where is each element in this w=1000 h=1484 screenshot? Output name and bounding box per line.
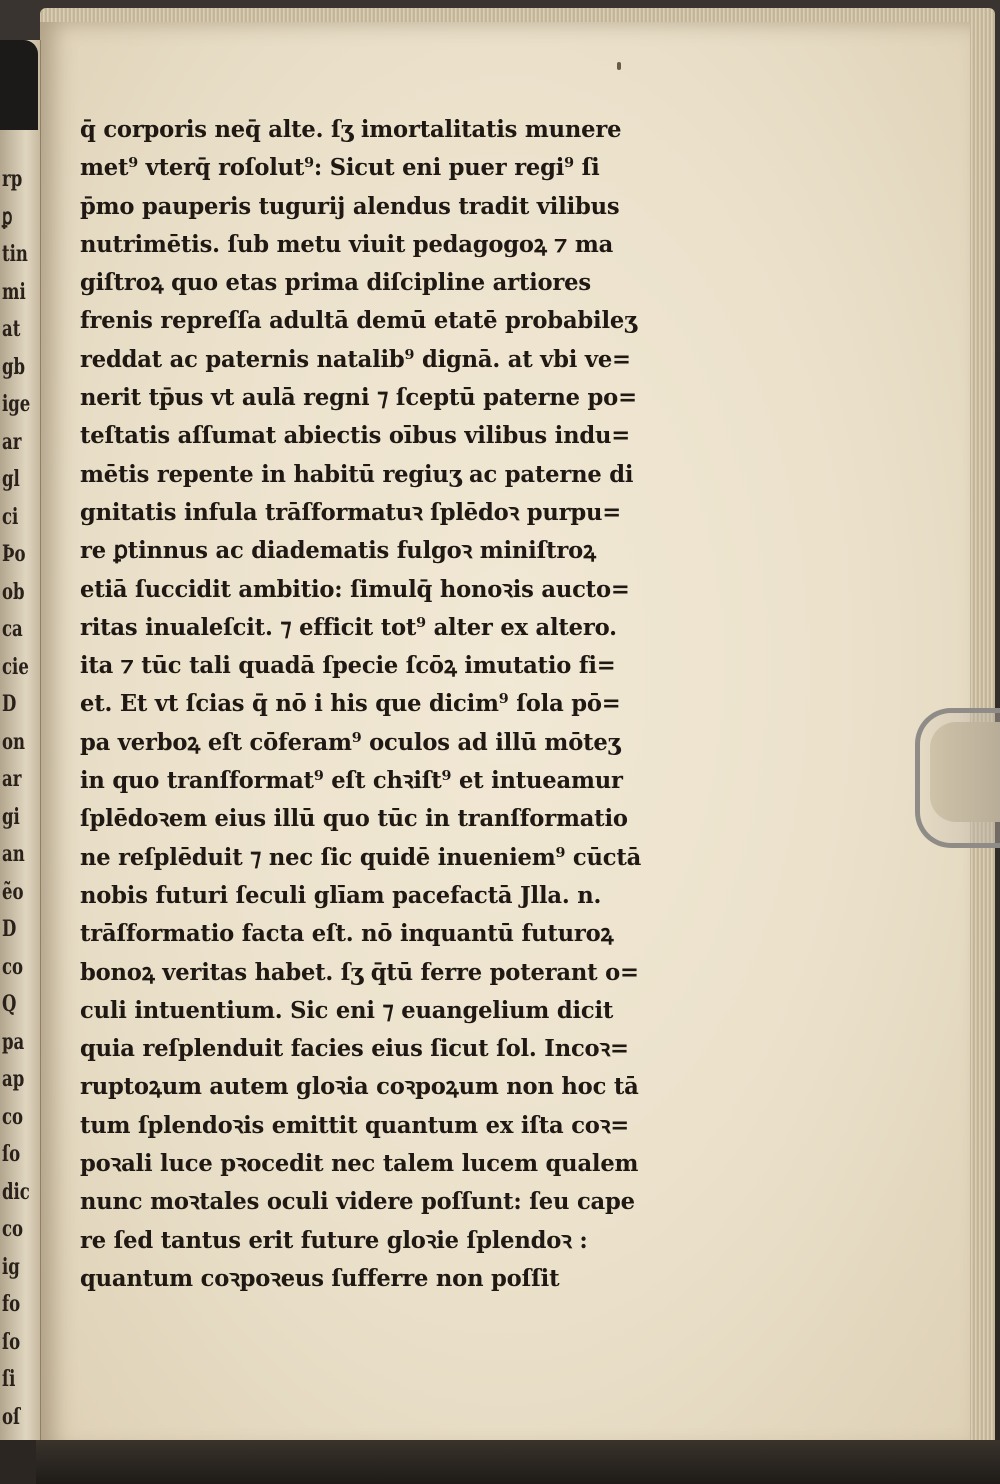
binding-strip: [0, 40, 38, 130]
text-line: etiā ſuccidit ambitio: ſimulq̄ honoꝛis aucto=: [80, 574, 630, 603]
verso-fragment: ſo: [2, 1141, 21, 1167]
text-line: giſtroꝝ quo etas prima diſcipline artiores: [80, 268, 591, 297]
text-line: bonoꝝ veritas habet. ſʒ q̄tū ferre poterant o=: [80, 957, 639, 986]
text-line: q̄ corporis neq̄ alte. ſʒ imortalitatis munere: [80, 115, 622, 143]
verso-fragment: dic: [2, 1178, 30, 1205]
text-line: nobis futuri ſeculi glīam pacefactā Jlla. n.: [80, 880, 602, 909]
text-line: ita ⁊ tūc tali quadā ſpecie ſcōꝝ imutatio fi=: [80, 651, 616, 680]
text-line: nunc moꝛtales oculi videre poſſunt: ſeu cape: [80, 1187, 635, 1216]
ink-mark: [617, 62, 621, 70]
text-line: gnitatis infula trāſformatuꝛ ſplēdoꝛ purpu=: [80, 497, 622, 526]
verso-fragment: ſi: [2, 1366, 16, 1392]
text-line: culi intuentium. Sic eni ⁊ euangelium dicit: [80, 995, 614, 1024]
verso-fragment: rp: [2, 166, 23, 192]
verso-fragment: cie: [2, 653, 29, 680]
text-line: in quo tranſformat⁹ eſt chꝛiſt⁹ et intueamur: [80, 766, 623, 795]
text-line: ruptoꝝum autem gloꝛia coꝛpoꝝum non hoc tā: [80, 1072, 639, 1101]
verso-fragment: an: [2, 841, 25, 867]
verso-fragment: D: [2, 916, 17, 942]
text-line: ſplēdoꝛem eius illū quo tūc in tranſformatio: [80, 804, 628, 833]
verso-fragment: gi: [2, 803, 20, 830]
text-line: trāſformatio facta eſt. nō inquantū futuroꝝ: [80, 919, 614, 948]
clasp-tab: [930, 722, 1000, 822]
text-line: quia reſplenduit facies eius ſicut ſol. Incoꝛ=: [80, 1034, 629, 1063]
verso-fragment: ar: [2, 428, 22, 455]
text-line: frenis repreſſa adultā demū etatē probabileʒ: [80, 306, 637, 335]
verso-fragment: ẽo: [2, 878, 24, 905]
text-line: pa verboꝝ eſt cōferam⁹ oculos ad illū mōteʒ: [80, 727, 621, 756]
text-line: reddat ac paternis natalib⁹ dignā. at vbi ve=: [80, 344, 631, 373]
text-line: met⁹ vterq̄ roſolut⁹: Sicut eni puer regi⁹ ſi: [80, 153, 600, 182]
verso-fragment: ꝑ: [2, 203, 13, 230]
verso-fragment: Q: [2, 991, 17, 1017]
verso-fragment: Þo: [2, 541, 26, 567]
verso-fragment: co: [2, 1103, 24, 1130]
text-line: re ꝑtinnus ac diadematis fulgoꝛ miniſtroꝝ: [80, 536, 596, 565]
verso-fragment: mi: [2, 278, 26, 305]
text-line: et. Et vt ſcias q̄ nō i his que dicim⁹ ſola pō=: [80, 689, 621, 718]
verso-fragment: gb: [2, 353, 26, 380]
verso-fragment: ig: [2, 1253, 20, 1280]
text-line: re ſed tantus erit future gloꝛie ſplendoꝛ :: [80, 1225, 588, 1254]
text-line: mētis repente in habitū regiuʒ ac paterne di: [80, 459, 634, 488]
text-line: ritas inualeſcit. ⁊ efficit tot⁹ alter ex altero.: [80, 612, 617, 641]
text-line: ne reſplēduit ⁊ nec ſic quidē inueniem⁹ cūctā: [80, 842, 642, 871]
text-line: quantum coꝛpoꝛeus ſufferre non poſſit: [80, 1263, 560, 1292]
text-line: nutrimētis. ſub metu viuit pedagogoꝝ ⁊ ma: [80, 229, 614, 258]
verso-fragment: ci: [2, 503, 19, 530]
verso-fragment: co: [2, 1216, 24, 1242]
text-line: tum ſplendoꝛis emittit quantum ex iſta coꝛ=: [80, 1110, 630, 1139]
verso-fragment: on: [2, 728, 26, 755]
verso-fragment: ſo: [2, 1328, 21, 1355]
text-line: poꝛali luce pꝛocedit nec talem lucem qualem: [80, 1149, 639, 1178]
verso-fragment: gl: [2, 466, 20, 492]
verso-fragment: tin: [2, 241, 28, 267]
verso-fragment: ar: [2, 766, 22, 792]
verso-fragment: co: [2, 953, 24, 980]
verso-fragment: D: [2, 691, 17, 717]
verso-fragment: ca: [2, 616, 23, 642]
verso-fragment: ige: [2, 391, 31, 417]
text-line: p̄mo pauperis tugurij alendus tradit vilibus: [80, 191, 620, 220]
verso-fragment: at: [2, 316, 21, 342]
bottom-shadow: [36, 1440, 1000, 1484]
text-line: nerit tp̄us vt aulā regni ⁊ ſceptū paterne po=: [80, 383, 637, 412]
verso-fragment: ob: [2, 578, 25, 605]
verso-fragment: fo: [2, 1291, 21, 1317]
text-block: [80, 110, 760, 1297]
verso-fragment: oſ: [2, 1403, 21, 1430]
verso-fragment: pa: [2, 1028, 25, 1055]
verso-fragment: ap: [2, 1066, 25, 1092]
verso-page-edge: [0, 40, 41, 1440]
text-line: teſtatis aſſumat abiectis oībus vilibus indu=: [80, 421, 631, 450]
